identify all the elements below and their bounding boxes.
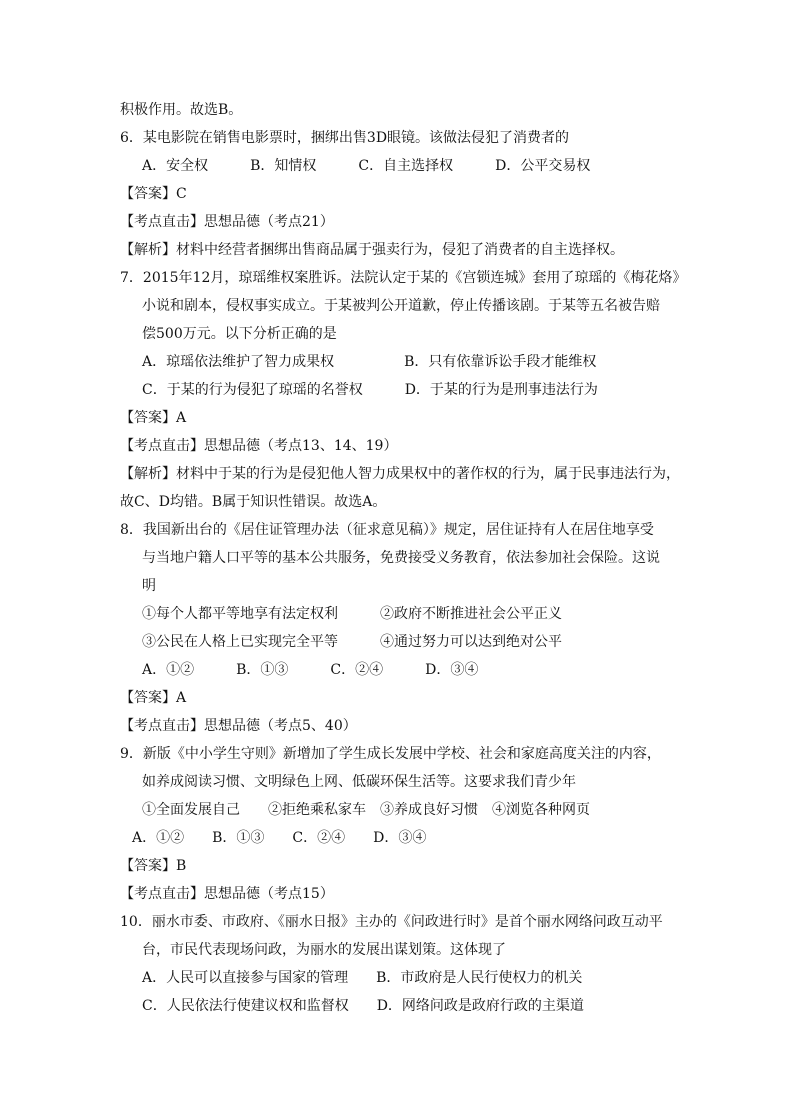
question-9-stem: 9．新版《中小学生守则》新增加了学生成长发展中学校、社会和家庭高度关注的内容，	[120, 746, 661, 762]
answer-line: 【答案】C	[120, 186, 187, 202]
question-7-options: C．于某的行为侵犯了琼瑶的名誉权 D．于某的行为是刑事违法行为	[142, 382, 598, 398]
answer-line: 【答案】A	[120, 410, 187, 426]
question-9-options: A．①② B．①③ C．②④ D．③④	[132, 830, 427, 846]
question-8-statements: ③公民在人格上已实现完全平等 ④通过努力可以达到绝对公平	[142, 634, 562, 650]
question-10-options: A．人民可以直接参与国家的管理 B．市政府是人民行使权力的机关	[142, 970, 583, 986]
question-9-statements: ①全面发展自己 ②拒绝乘私家车 ③养成良好习惯 ④浏览各种网页	[142, 802, 590, 818]
question-7-options: A．琼瑶依法维护了智力成果权 B．只有依靠诉讼手段才能维权	[142, 354, 597, 370]
question-7-stem-cont: 小说和剧本，侵权事实成立。于某被判公开道歉，停止传播该剧。于某等五名被告赔	[142, 298, 660, 314]
answer-line: 【答案】A	[120, 690, 187, 706]
question-8-options: A．①② B．①③ C．②④ D．③④	[142, 662, 479, 678]
answer-line: 【答案】B	[120, 858, 187, 874]
question-7-stem-cont: 偿500万元。以下分析正确的是	[142, 326, 337, 342]
question-8-stem-cont: 与当地户籍人口平等的基本公共服务，免费接受义务教育，依法参加社会保险。这说	[142, 550, 660, 566]
question-8-statements: ①每个人都平等地享有法定权利 ②政府不断推进社会公平正义	[142, 606, 562, 622]
analysis-line-cont: 故C、D均错。B属于知识性错误。故选A。	[120, 494, 387, 510]
question-6-stem: 6．某电影院在销售电影票时，捆绑出售3D眼镜。该做法侵犯了消费者的	[120, 130, 570, 146]
question-10-stem: 10．丽水市委、市政府、《丽水日报》主办的《问政进行时》是首个丽水网络问政互动平	[120, 914, 663, 930]
question-10-options: C．人民依法行使建议权和监督权 D．网络问政是政府行政的主渠道	[142, 998, 584, 1014]
question-8-stem-cont: 明	[142, 578, 156, 594]
question-10-stem-cont: 台，市民代表现场问政，为丽水的发展出谋划策。这体现了	[142, 942, 506, 958]
exam-point-line: 【考点直击】思想品德（考点5、40）	[120, 718, 357, 734]
question-9-stem-cont: 如养成阅读习惯、文明绿色上网、低碳环保生活等。这要求我们青少年	[142, 774, 576, 790]
question-8-stem: 8．我国新出台的《居住证管理办法（征求意见稿）》规定，居住证持有人在居住地享受	[120, 522, 654, 538]
analysis-line: 【解析】材料中经营者捆绑出售商品属于强卖行为，侵犯了消费者的自主选择权。	[120, 242, 624, 258]
question-7-stem: 7．2015年12月，琼瑶维权案胜诉。法院认定于某的《宫锁连城》套用了琼瑶的《梅花烙》	[120, 270, 687, 286]
text-line: 积极作用。故选B。	[120, 102, 243, 118]
question-6-options: A．安全权 B．知情权 C．自主选择权 D．公平交易权	[142, 158, 591, 174]
exam-point-line: 【考点直击】思想品德（考点13、14、19）	[120, 438, 398, 454]
exam-point-line: 【考点直击】思想品德（考点21）	[120, 214, 334, 230]
exam-point-line: 【考点直击】思想品德（考点15）	[120, 886, 334, 902]
analysis-line: 【解析】材料中于某的行为是侵犯他人智力成果权中的著作权的行为，属于民事违法行为，	[120, 466, 680, 482]
